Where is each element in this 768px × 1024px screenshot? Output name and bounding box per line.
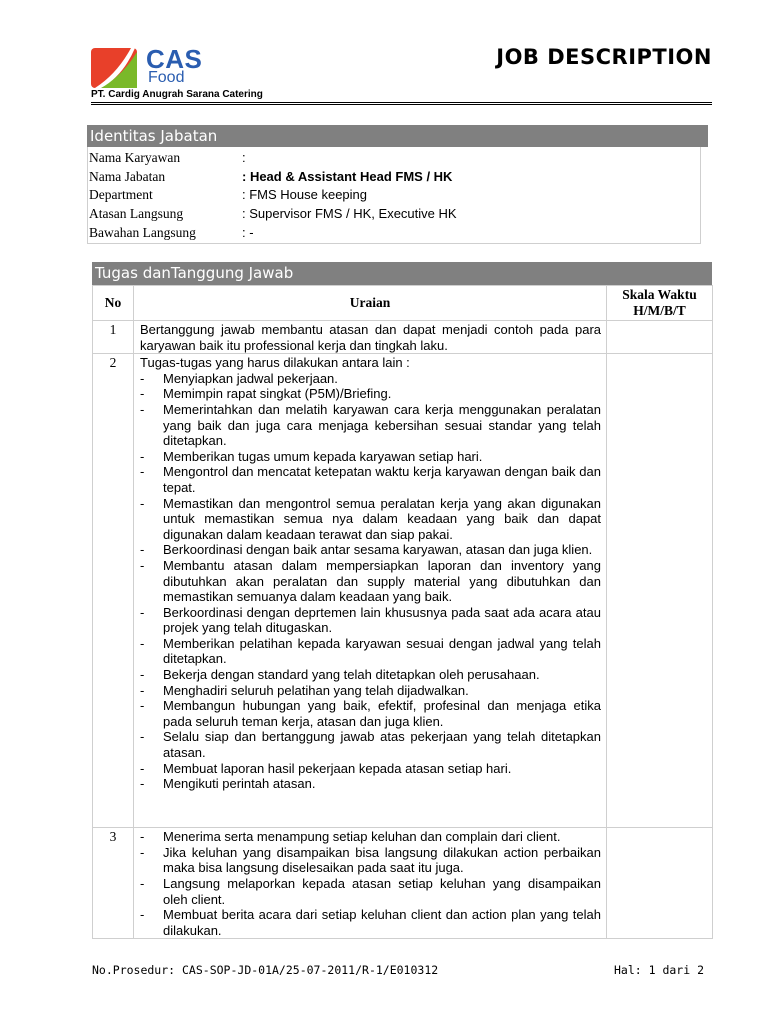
table-row	[93, 828, 713, 939]
list-item	[140, 761, 601, 777]
bullet-dash: -	[140, 907, 145, 923]
table-row	[93, 354, 713, 828]
list-item-text: Bekerja dengan standard yang telah ditetapkan oleh perusahaan.	[163, 667, 540, 683]
table-row	[93, 321, 713, 354]
bullet-dash: -	[140, 448, 145, 464]
identity-label: Bawahan Langsung	[89, 224, 196, 240]
bullet-dash: -	[140, 370, 145, 386]
bullet-dash: -	[140, 542, 145, 558]
list-item-text: Selalu siap dan bertanggung jawab atas pekerjaan yang telah ditetapkan atasan.	[163, 729, 601, 761]
identity-label: Department	[89, 187, 153, 203]
identity-value: : Head & Assistant Head FMS / HK	[242, 168, 453, 184]
list-item	[140, 371, 601, 387]
company-name: PT. Cardig Anugrah Sarana Catering	[91, 89, 263, 100]
duty-list	[140, 371, 601, 792]
list-item	[140, 845, 601, 876]
identity-row	[89, 186, 700, 205]
identity-row	[89, 149, 700, 168]
identity-label: Nama Karyawan	[89, 150, 181, 165]
bullet-dash: -	[140, 760, 145, 776]
row-description	[134, 354, 607, 828]
column-header-time-scale	[607, 286, 713, 321]
duties-heading: Tugas danTanggung Jawab	[92, 262, 712, 285]
list-item-text: Langsung melaporkan kepada atasan setiap keluhan yang disampaikan oleh client.	[163, 875, 601, 907]
bullet-dash: -	[140, 401, 145, 417]
time-scale-label: Skala Waktu	[622, 287, 697, 302]
procedure-number: No.Prosedur: CAS-SOP-JD-01A/25-07-2011/R-1/E010312	[92, 963, 439, 977]
list-item-text: Berkoordinasi dengan baik antar sesama karyawan, atasan dan juga klien.	[163, 542, 593, 558]
list-item-text: Membangun hubungan yang baik, efektif, profesinal dan menjaga etika pada seluruh teman kerja, atasan dan juga klien.	[163, 698, 601, 729]
bullet-dash: -	[140, 667, 145, 683]
row-time-scale	[607, 354, 713, 828]
list-item-text: Membuat laporan hasil pekerjaan kepada atasan setiap hari.	[163, 760, 512, 776]
company-logo	[91, 46, 221, 90]
list-item-text: Menghadiri seluruh pelatihan yang telah dijadwalkan.	[163, 682, 469, 698]
list-item	[140, 729, 601, 760]
bullet-dash: -	[140, 776, 145, 792]
bullet-dash: -	[140, 829, 145, 845]
list-item-text: Memberikan tugas umum kepada karyawan setiap hari.	[163, 448, 483, 464]
row-description	[134, 321, 607, 354]
row-number: 3	[93, 828, 134, 939]
list-item-text: Memerintahkan dan melatih karyawan cara kerja menggunakan peralatan yang baik dan juga cara menjaga kebersihan sesuai standar yang telah ditetapkan.	[163, 401, 601, 449]
time-scale-codes: H/M/B/T	[633, 303, 686, 318]
list-item-text: Membuat berita acara dari setiap keluhan client dan action plan yang telah dilakukan.	[163, 907, 601, 938]
identity-row	[89, 205, 700, 224]
bullet-dash: -	[140, 875, 145, 891]
identity-label: Atasan Langsung	[89, 206, 184, 222]
page-footer	[92, 963, 712, 977]
identity-value: : Supervisor FMS / HK, Executive HK	[242, 206, 457, 222]
identity-label: Nama Jabatan	[89, 168, 166, 184]
bullet-dash: -	[140, 844, 145, 860]
table-header-row	[93, 286, 713, 321]
bullet-dash: -	[140, 635, 145, 651]
bullet-dash: -	[140, 604, 145, 620]
list-item	[140, 636, 601, 667]
cas-logo-icon	[91, 48, 137, 88]
row-number: 2	[93, 354, 134, 828]
row-description	[134, 828, 607, 939]
list-item	[140, 667, 601, 683]
logo-subtitle: Food	[148, 69, 185, 86]
identity-row	[89, 168, 700, 187]
list-item-text: Menerima serta menampung setiap keluhan dan complain dari client.	[163, 829, 561, 845]
list-item	[140, 876, 601, 907]
bullet-dash: -	[140, 557, 145, 573]
list-item	[140, 386, 601, 402]
identity-heading: Identitas Jabatan	[87, 125, 708, 147]
list-item	[140, 558, 601, 605]
identity-box	[87, 147, 701, 244]
list-item-text: Mengontrol dan mencatat ketepatan waktu kerja karyawan dengan baik dan tepat.	[163, 464, 601, 495]
list-item	[140, 449, 601, 465]
list-item	[140, 496, 601, 543]
logo-wordmark: CAS	[146, 44, 203, 74]
list-item	[140, 464, 601, 495]
bullet-dash: -	[140, 386, 145, 402]
bullet-dash: -	[140, 495, 145, 511]
list-item-text: Jika keluhan yang disampaikan bisa langsung dilakukan action perbaikan maka bisa langsung diselesaikan pada saat itu juga.	[163, 844, 601, 876]
duty-text: Bertanggung jawab membantu atasan dan dapat menjadi contoh pada para karyawan baik itu professional kerja dan tingkah laku.	[140, 322, 601, 353]
list-item	[140, 698, 601, 729]
list-item	[140, 605, 601, 636]
bullet-dash: -	[140, 698, 145, 714]
header-divider	[91, 102, 712, 105]
identity-section	[87, 125, 708, 244]
duties-section	[92, 262, 712, 939]
list-item	[140, 683, 601, 699]
column-header-no: No	[93, 286, 134, 321]
identity-row	[89, 224, 700, 243]
list-item	[140, 542, 601, 558]
bullet-dash: -	[140, 464, 145, 480]
column-header-description: Uraian	[134, 286, 607, 321]
identity-value: : FMS House keeping	[242, 187, 368, 203]
identity-value: :	[242, 150, 246, 165]
duties-table	[92, 285, 713, 939]
list-item-text: Menyiapkan jadwal pekerjaan.	[163, 370, 338, 386]
document-title: JOB DESCRIPTION	[496, 45, 712, 69]
bullet-dash: -	[140, 729, 145, 745]
bullet-dash: -	[140, 682, 145, 698]
list-item-text: Membantu atasan dalam mempersiapkan laporan dan inventory yang dibutuhkan akan peralatan dan supply material yang dibutuhkan dan memastikan semuanya dalam keadaan yang baik.	[163, 557, 601, 605]
list-item-text: Mengikuti perintah atasan.	[163, 776, 316, 792]
list-item-text: Berkoordinasi dengan deprtemen lain khususnya pada saat ada acara atau projek yang telah ditugaskan.	[163, 604, 601, 636]
page-number: Hal: 1 dari 2	[613, 963, 704, 977]
duty-list	[140, 829, 601, 938]
row-time-scale	[607, 828, 713, 939]
duty-intro: Tugas-tugas yang harus dilakukan antara lain :	[140, 355, 410, 371]
list-item	[140, 829, 601, 845]
list-item-text: Memberikan pelatihan kepada karyawan sesuai dengan jadwal yang telah ditetapkan.	[163, 635, 601, 667]
list-item-text: Memimpin rapat singkat (P5M)/Briefing.	[163, 386, 392, 402]
list-item	[140, 907, 601, 938]
row-number: 1	[93, 321, 134, 354]
list-item	[140, 776, 601, 792]
list-item	[140, 402, 601, 449]
row-time-scale	[607, 321, 713, 354]
identity-value: : -	[242, 224, 254, 240]
list-item-text: Memastikan dan mengontrol semua peralatan kerja yang akan digunakan untuk memastikan semua nya dalam keadaan yang baik dan dapat digunakan dalam keadaan terawat dan siap pakai.	[163, 495, 601, 542]
